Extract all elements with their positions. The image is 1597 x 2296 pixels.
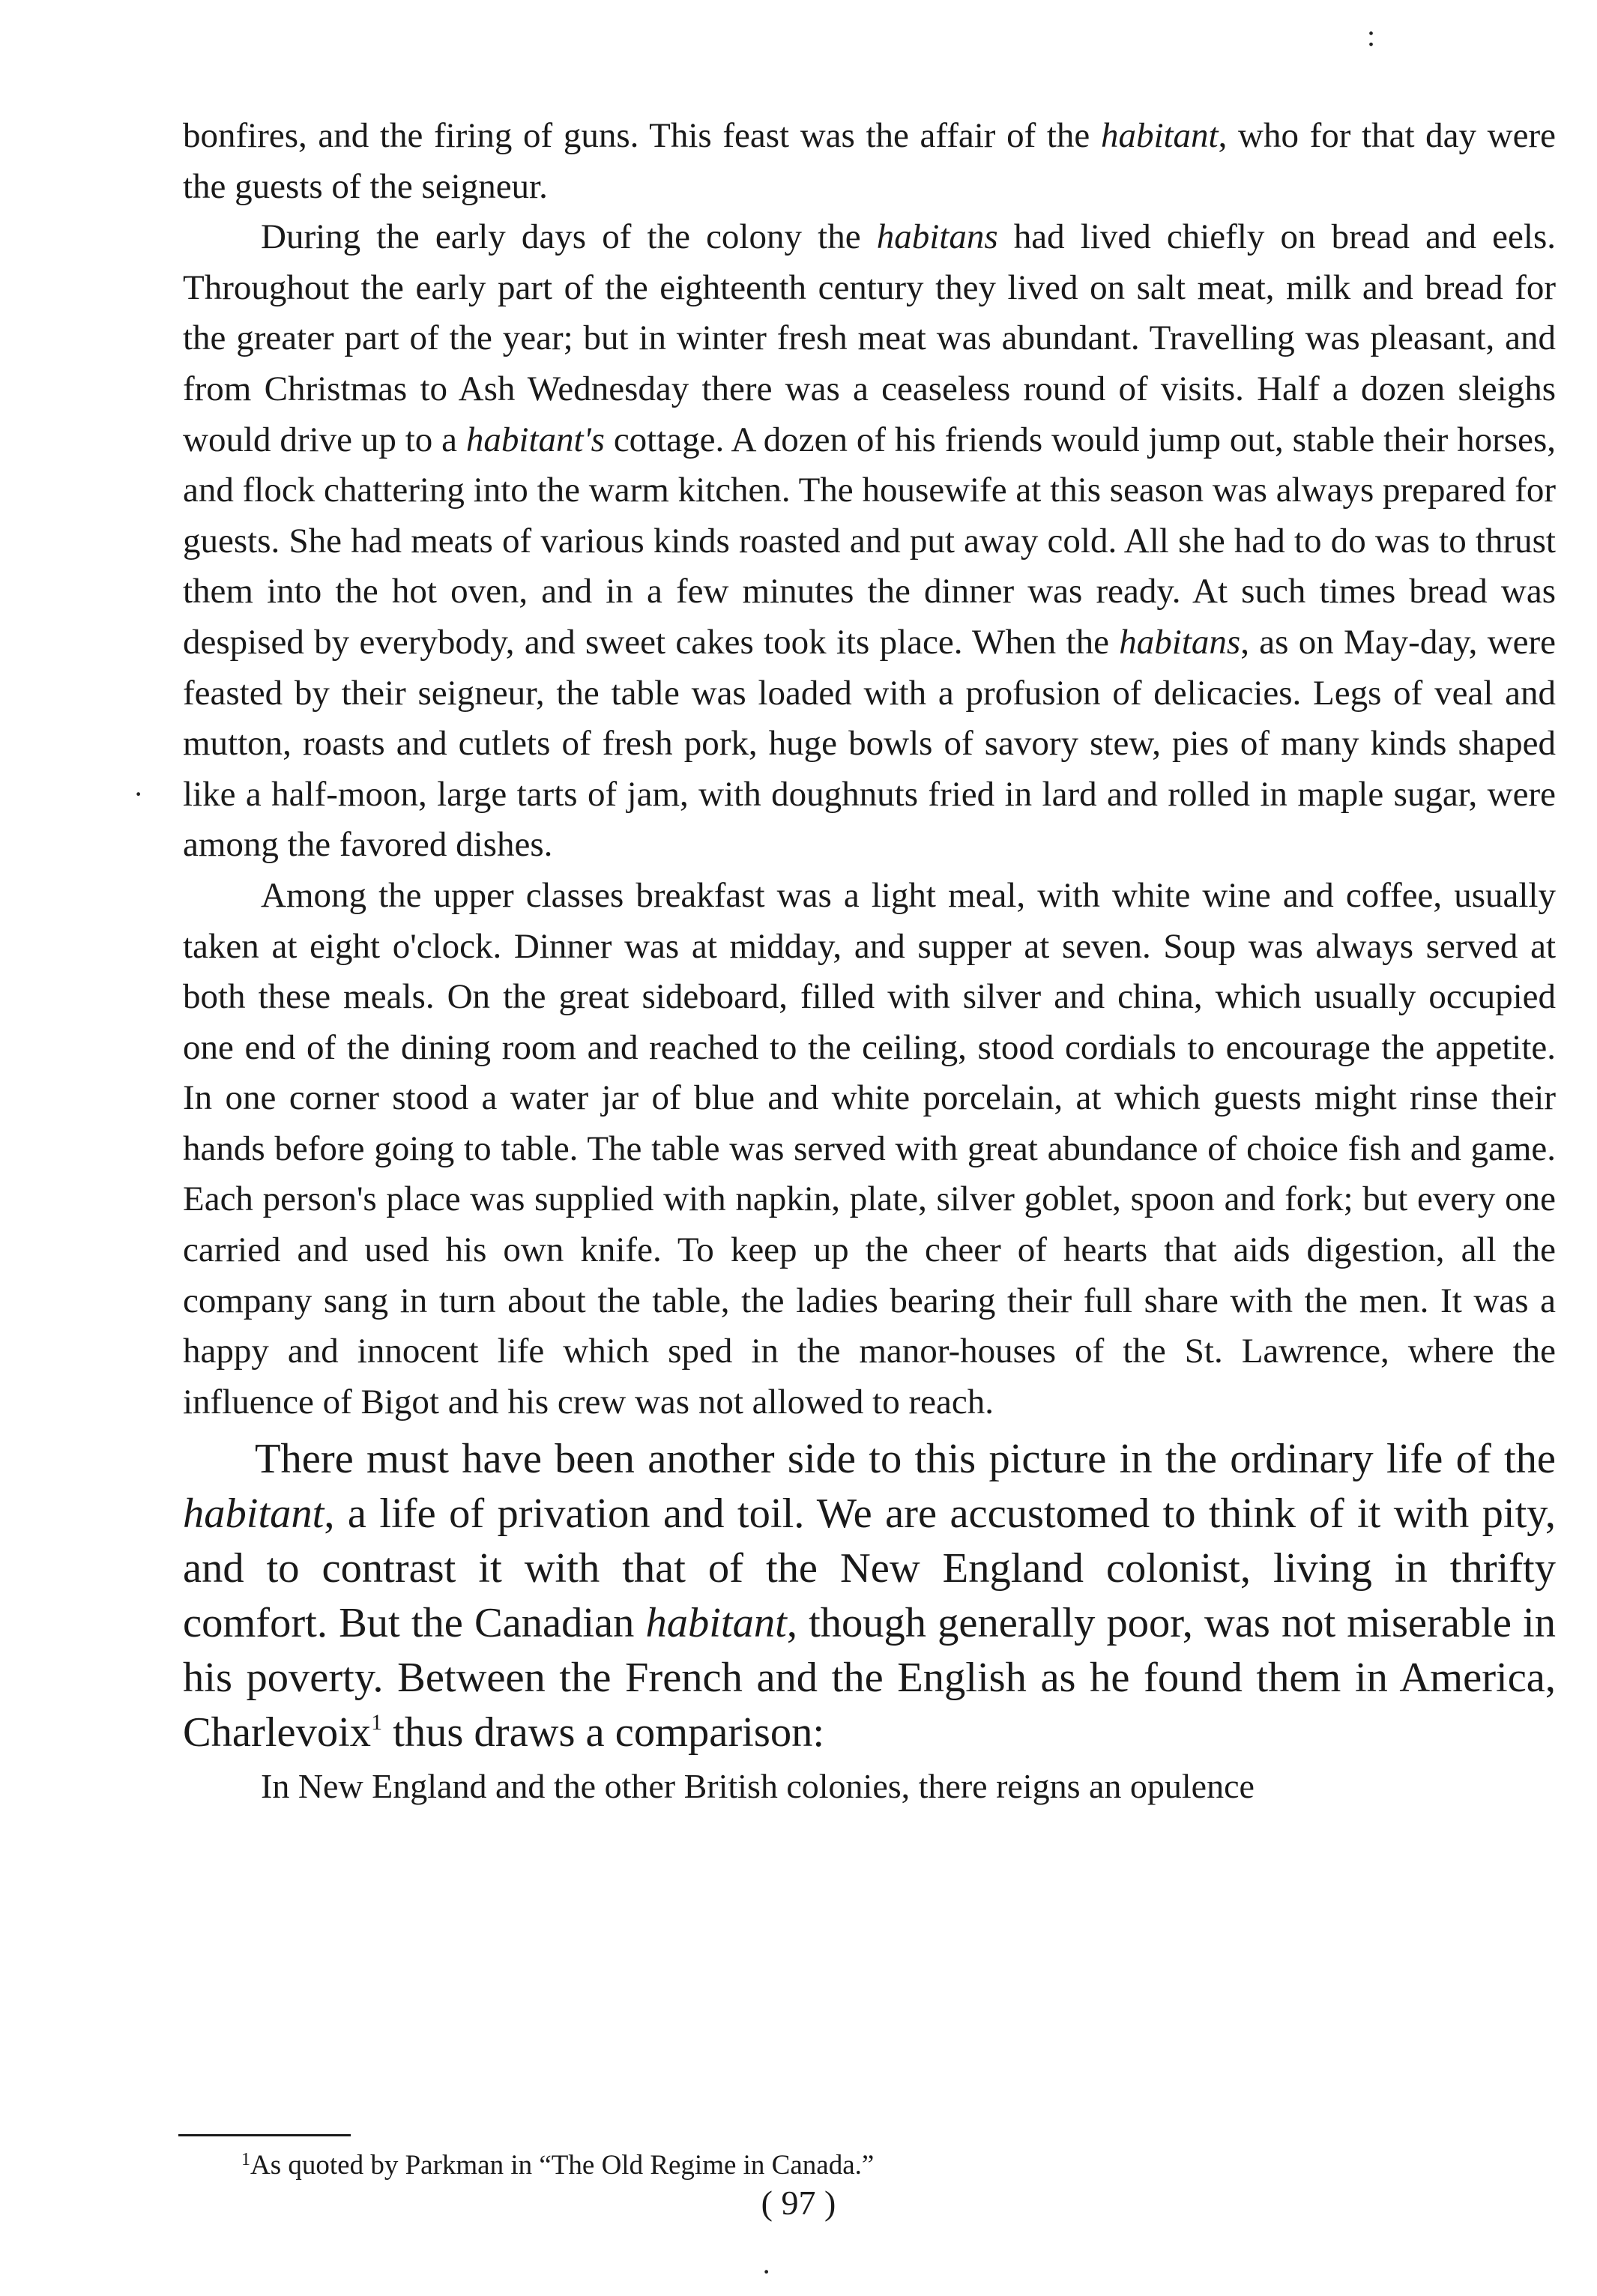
text-run: , as on May-day, were feasted by their seigneur, the table was loaded with a profusion of delicacies. Legs of veal and mutton, roasts and cutlets of fresh pork, huge bowls of savory stew, pies of many kinds shaped like a half-moon, large tarts of jam, with doughnuts fried in lard and rolled in maple sugar, were among the favored dishes.: [183, 622, 1557, 865]
paragraph-another-side: [183, 1432, 1556, 1760]
quote-text: In New England and the other British colonies, there reigns an opulence: [261, 1767, 1255, 1806]
paragraph-feast: [183, 111, 1556, 212]
footnote-reference: 1: [371, 1710, 383, 1735]
text-run: , who for that day were the guests of the seigneur.: [183, 116, 1556, 206]
text-run: There must have been another side to this picture in the ordinary life of the: [255, 1436, 1556, 1483]
text-run: Among the upper classes breakfast was a light meal, with white wine and coffee, usually taken at eight o'clock. Dinner was at midday, and supper at seven. Soup was always served at both these meals. On the great sideboard, filled with silver and china, which usually occupied one end of the dining room and reached to the ceiling, stood cordials to encourage the appetite. In one corner stood a water jar of blue and white porcelain, at which guests might rinse their hands before going to table. The table was served with great abundance of choice fish and game. Each person's place was supplied with napkin, plate, silver goblet, spoon and fork; but every one carried and used his own knife. To keep up the cheer of hearts that aids digestion, all the company sang in turn about the table, the ladies bearing their full share with the men. It was a happy and innocent life which sped in the manor-houses of the St. Lawrence, where the influence of Bigot and his crew was not allowed to reach.: [183, 875, 1556, 1422]
footnote-rule: [178, 2134, 351, 2136]
italic-term: habitant: [645, 1600, 787, 1647]
text-run: , a life of privation and toil. We are accustomed to think of it with pity, and to contrast it with that of the New England colonist, living in thrifty comfort. But the Canadian: [183, 1490, 1556, 1647]
footnote: [241, 2143, 874, 2182]
text-run: cottage. A dozen of his friends would jump out, stable their horses, and flock chattering into the warm kitchen. The housewife at this season was always prepared for guests. She had meats of various kinds roasted and put away cold. All she had to do was to thrust them into the hot oven, and in a few minutes the dinner was ready. At such times bread was despised by everybody, and sweet cakes took its place. When the: [183, 420, 1556, 662]
page-number: ( 97 ): [761, 2184, 836, 2222]
paragraph-upper-classes: [183, 871, 1556, 1428]
footnote-text: As quoted by Parkman in “The Old Regime in Canada.”: [250, 2150, 875, 2181]
italic-term: habitant: [1100, 116, 1219, 155]
italic-term: habitant's: [465, 420, 605, 459]
text-run: , though generally poor, was not miserable in his poverty. Between the French and the English as he found them in America, Charlevoix: [183, 1600, 1556, 1756]
footnote-marker: 1: [241, 2150, 250, 2169]
text-run: During the early days of the colony the: [261, 217, 877, 257]
margin-mark-left: ·: [133, 777, 144, 811]
italic-term: habitans: [1119, 622, 1241, 662]
italic-term: habitans: [876, 217, 998, 257]
quote-new-england: [183, 1763, 1556, 1810]
margin-mark-bottom: ·: [761, 2255, 772, 2289]
text-run: bonfires, and the firing of guns. This feast was the affair of the: [183, 116, 1101, 155]
page-body: [183, 111, 1556, 1810]
italic-term: habitant: [183, 1490, 324, 1538]
paragraph-habitans-food: [183, 212, 1556, 871]
text-run: had lived chiefly on bread and eels. Throughout the early part of the eighteenth century they lived on salt meat, milk and bread for the greater part of the year; but in winter fresh meat was abundant. Travelling was pleasant, and from Christmas to Ash Wednesday there was a ceaseless round of visits. Half a dozen sleighs would drive up to a: [183, 217, 1556, 459]
text-run: thus draws a comparison:: [382, 1709, 825, 1756]
margin-mark-top-right: :: [1367, 19, 1376, 52]
